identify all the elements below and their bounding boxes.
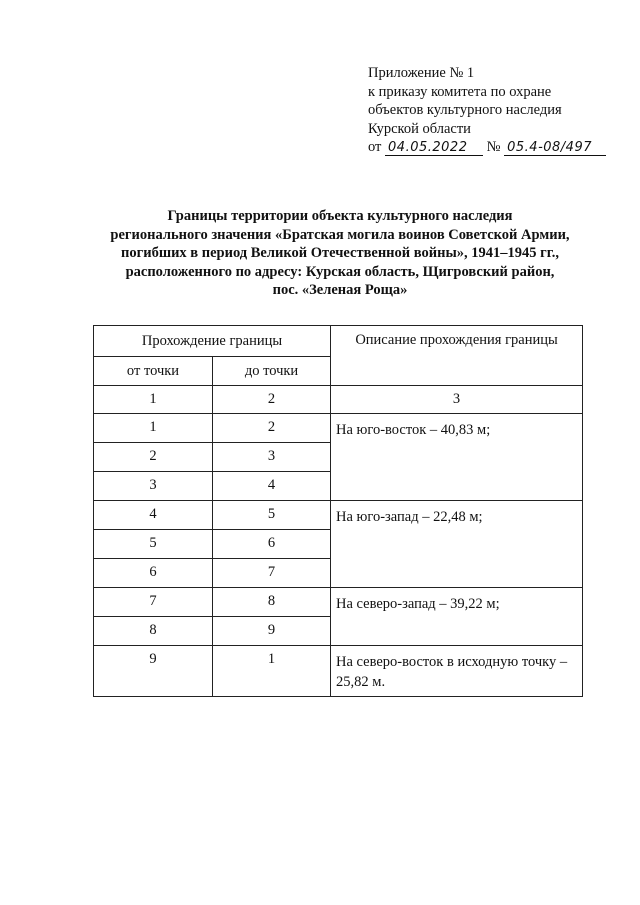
to-point: 5 [213, 501, 331, 530]
appendix-block [368, 64, 630, 157]
number-prefix: № [486, 139, 501, 155]
appendix-date-line [368, 138, 630, 157]
title-line: Границы территории объекта культурного наследия [167, 208, 513, 224]
from-point: 9 [94, 646, 213, 697]
boundary-description: На северо-восток в исходную точку – 25,82 м. [331, 646, 583, 697]
to-point: 9 [213, 617, 331, 646]
column-number: 2 [213, 386, 331, 414]
title-line: регионального значения «Братская могила воинов Советской Армии, [110, 226, 570, 243]
from-point: 4 [94, 501, 213, 530]
column-number: 3 [331, 386, 583, 414]
from-point: 6 [94, 559, 213, 588]
order-date: 04.05.2022 [385, 140, 483, 156]
from-point: 8 [94, 617, 213, 646]
header-description: Описание прохождения границы [331, 326, 583, 386]
to-point: 6 [213, 530, 331, 559]
header-to-point: до точки [213, 357, 331, 386]
table-row [94, 646, 583, 697]
boundary-table [93, 325, 583, 697]
date-prefix: от [368, 139, 382, 155]
title-line: расположенного по адресу: Курская область, Щигровский район, [125, 263, 555, 280]
boundary-description: На юго-запад – 22,48 м; [331, 501, 583, 588]
column-number: 1 [94, 386, 213, 414]
to-point: 3 [213, 443, 331, 472]
to-point: 2 [213, 414, 331, 443]
boundary-description: На северо-запад – 39,22 м; [331, 588, 583, 646]
from-point: 7 [94, 588, 213, 617]
from-point: 5 [94, 530, 213, 559]
to-point: 7 [213, 559, 331, 588]
appendix-line-region: Курской области [368, 120, 471, 137]
from-point: 2 [94, 443, 213, 472]
document-title [60, 207, 620, 300]
order-number: 05.4-08/497 [504, 140, 606, 156]
to-point: 4 [213, 472, 331, 501]
from-point: 3 [94, 472, 213, 501]
appendix-title: Приложение № 1 [368, 65, 475, 81]
appendix-line-order: к приказу комитета по охране [368, 83, 552, 100]
table-row [94, 501, 583, 530]
title-line: пос. «Зеленая Роща» [272, 282, 408, 298]
table-row [94, 588, 583, 617]
from-point: 1 [94, 414, 213, 443]
appendix-line-committee: объектов культурного наследия [368, 102, 562, 118]
table-row [94, 414, 583, 443]
to-point: 1 [213, 646, 331, 697]
to-point: 8 [213, 588, 331, 617]
header-from-point: от точки [94, 357, 213, 386]
header-passage: Прохождение границы [94, 326, 331, 357]
title-line: погибших в период Великой Отечественной войны», 1941–1945 гг., [121, 245, 559, 261]
boundary-description: На юго-восток – 40,83 м; [331, 414, 583, 501]
